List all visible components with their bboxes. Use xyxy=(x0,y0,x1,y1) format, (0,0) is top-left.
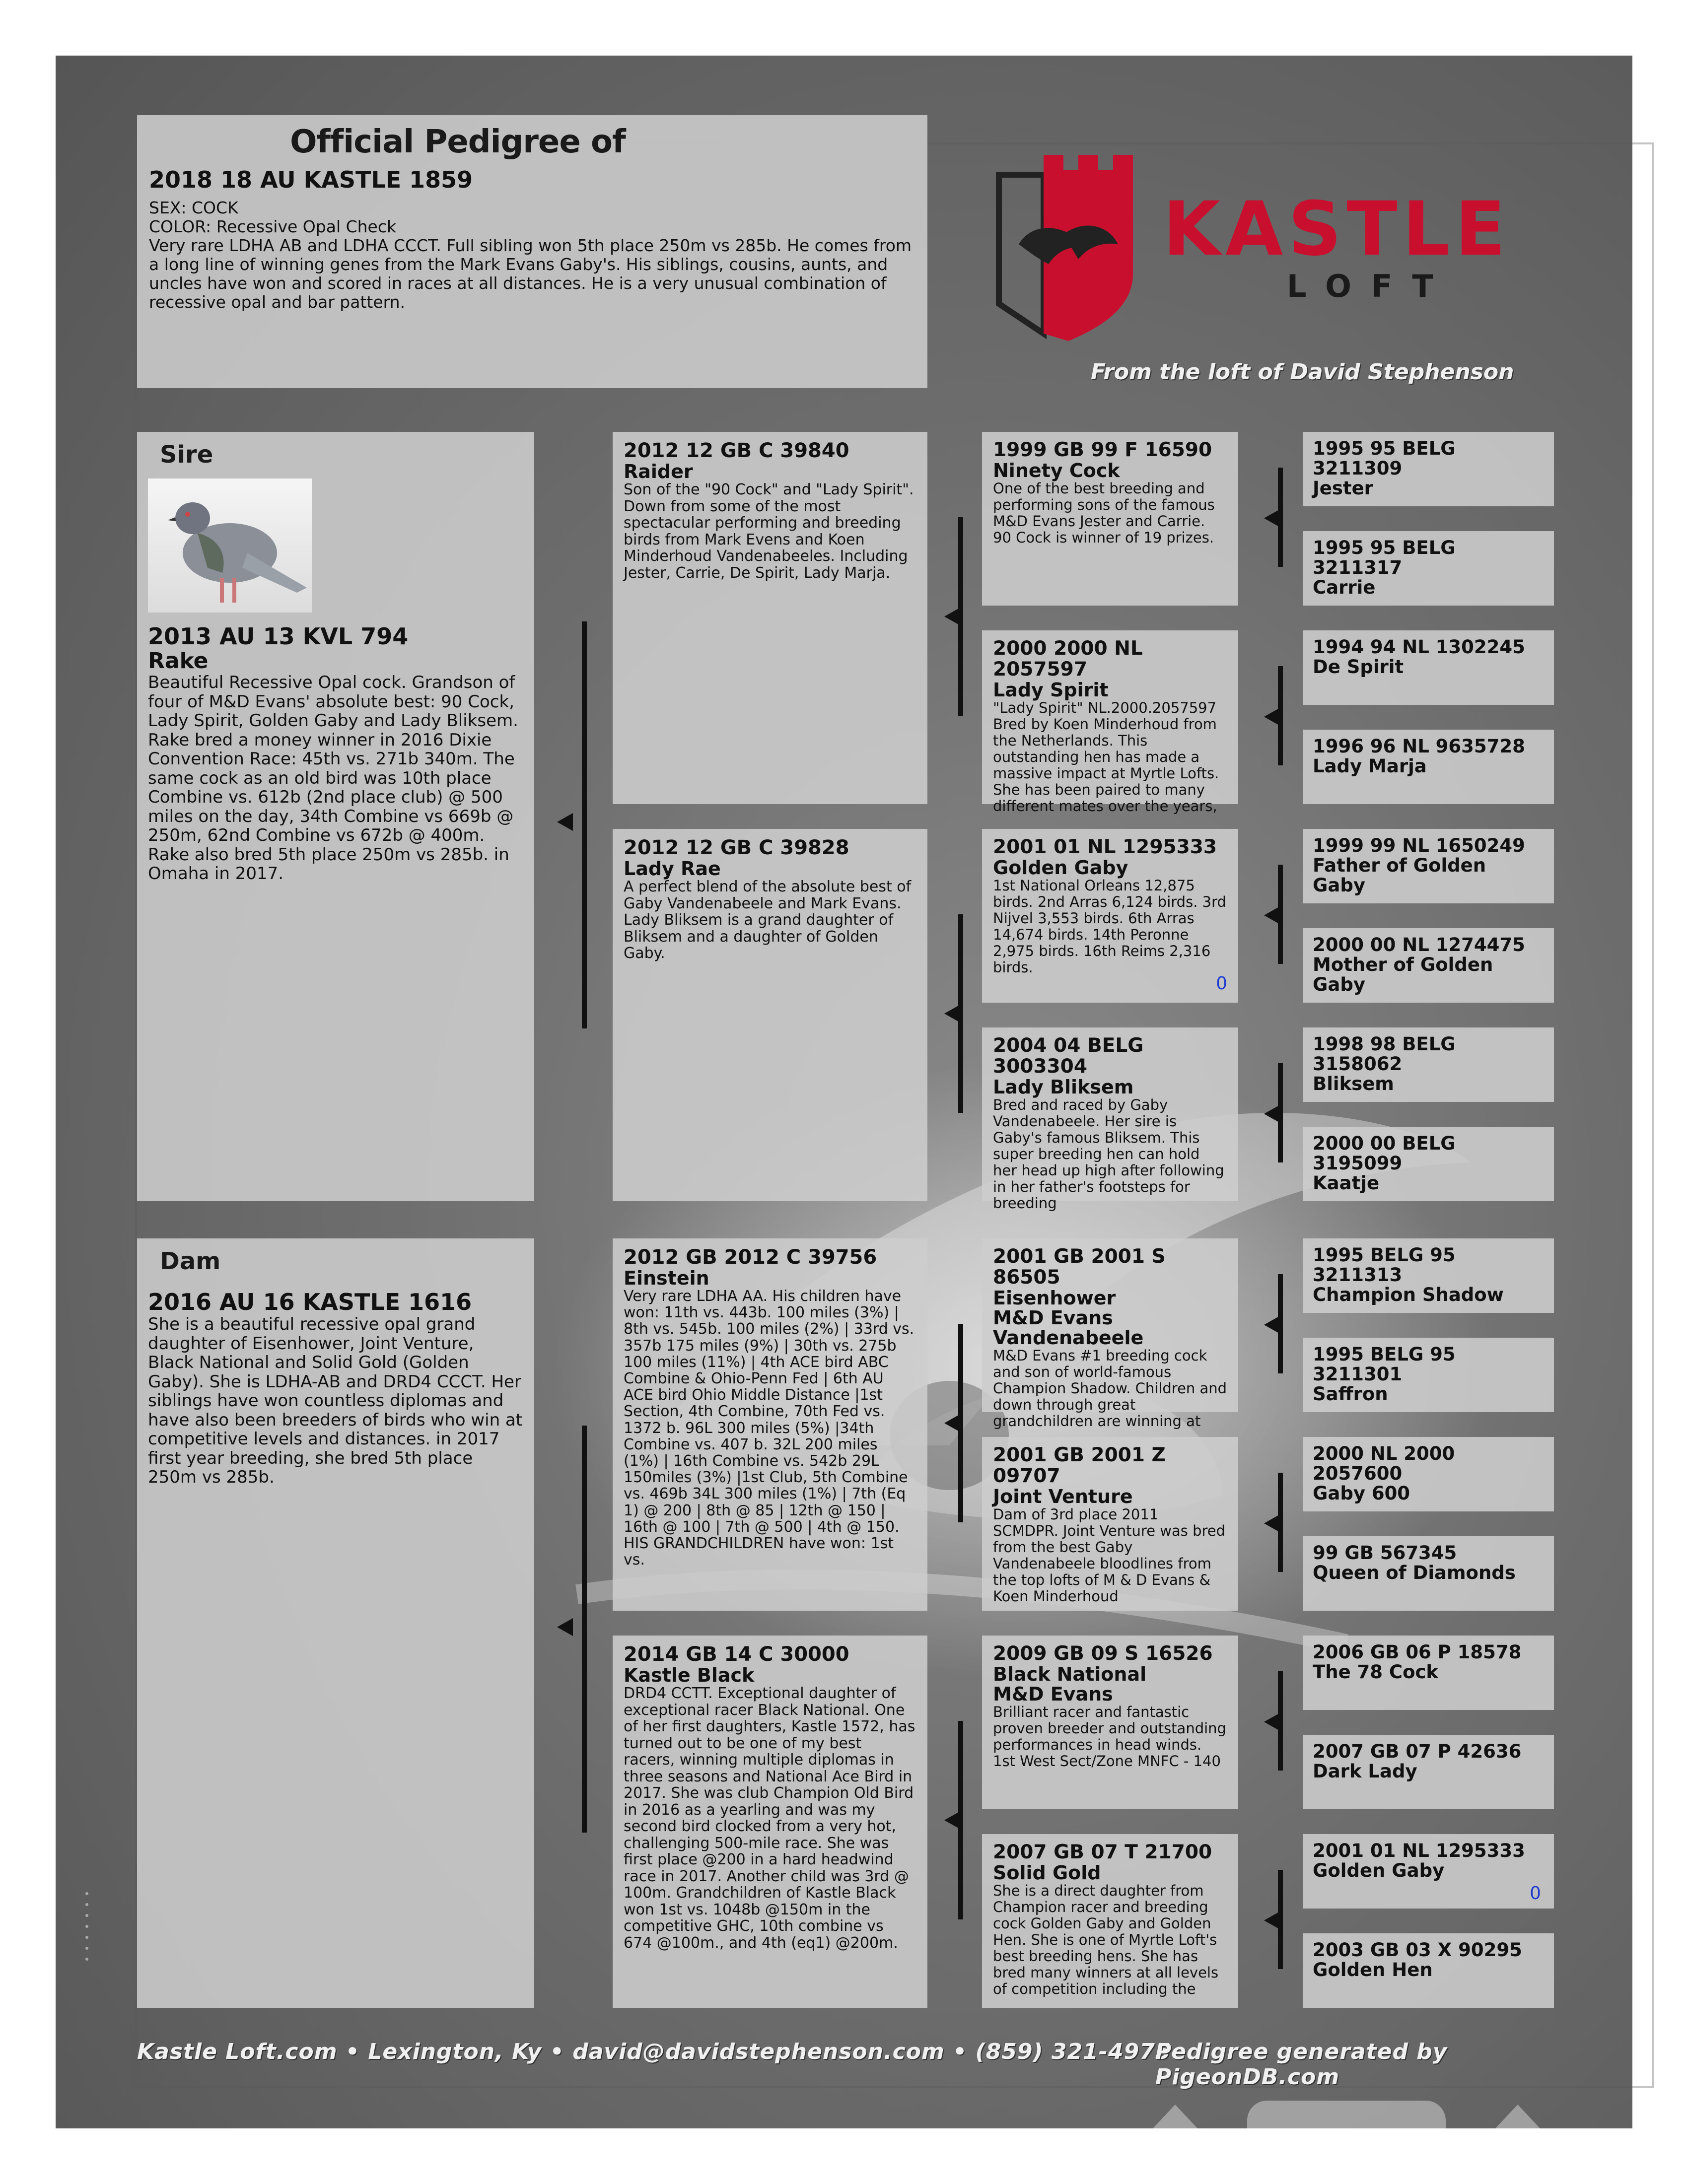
great-grandparent-name: Joint Venture xyxy=(993,1486,1133,1507)
pigeon-photo-icon xyxy=(148,478,312,613)
ancestor-band: 1999 99 NL 1650249 xyxy=(1313,835,1525,856)
subject-sex: SEX: COCK xyxy=(149,198,238,217)
sire-name: Rake xyxy=(148,648,209,674)
connector-arrow-icon xyxy=(1264,509,1280,527)
ancestor-name: Dark Lady xyxy=(1313,1761,1417,1782)
ancestor-band: 1994 94 NL 1302245 xyxy=(1313,636,1525,658)
great-grandparent-name: Lady Bliksem xyxy=(993,1076,1134,1098)
bottom-tab-decoration xyxy=(1153,2105,1197,2128)
great-grandparent-joint-venture xyxy=(982,1437,1238,1611)
great-grandparent-name: Solid Gold xyxy=(993,1862,1101,1884)
grandparent-description: Son of the "90 Cock" and "Lady Spirit". Down from some of the most spectacular performing and breeding birds from Mark Evens and Koen Minderhoud Vandenabeeles. Including Jester, Carrie, De Spirit, Lady Marja. xyxy=(624,481,914,582)
dam-box xyxy=(137,1238,534,2008)
grandparent-band: 2014 GB 14 C 30000 xyxy=(624,1643,849,1666)
connector-arrow-icon xyxy=(1264,1514,1280,1532)
grandparent-band: 2012 12 GB C 39828 xyxy=(624,836,849,859)
ancestor-name: Father of Golden Gaby xyxy=(1313,855,1486,896)
great-grandparent-breeder: M&D Evans Vandenabeele xyxy=(993,1307,1144,1349)
ancestor-name: Lady Marja xyxy=(1313,755,1427,777)
ggg-jester xyxy=(1303,432,1554,506)
grandparent-name: Lady Rae xyxy=(624,858,721,880)
great-grandparent-band: 2009 GB 09 S 16526 xyxy=(993,1642,1213,1665)
great-grandparent-description: Bred and raced by Gaby Vandenabeele. Her sire is Gaby's famous Bliksem. This super breeding hen can hold her head up high after following in her father's footsteps for breeding xyxy=(993,1096,1224,1212)
ancestor-band: 1995 BELG 95 3211313 xyxy=(1313,1244,1456,1286)
ancestor-name: Carrie xyxy=(1313,577,1376,598)
connector-arrow-icon xyxy=(944,608,960,625)
sire-photo xyxy=(148,478,312,613)
connector-bar xyxy=(582,1426,587,1833)
great-grandparent-band: 2007 GB 07 T 21700 xyxy=(993,1841,1212,1863)
ancestor-name: Bliksem xyxy=(1313,1073,1394,1094)
header-box xyxy=(137,115,927,388)
marker-zero: 0 xyxy=(1530,1883,1541,1904)
great-grandparent-black-national xyxy=(982,1636,1238,1809)
logo-word-loft: LOFT xyxy=(1287,268,1453,304)
grandparent-band: 2012 GB 2012 C 39756 xyxy=(624,1246,877,1269)
ancestor-name: Gaby 600 xyxy=(1313,1483,1410,1504)
great-grandparent-band: 2001 01 NL 1295333 xyxy=(993,836,1217,858)
grandparent-name: Einstein xyxy=(624,1267,709,1289)
ggg-bliksem xyxy=(1303,1027,1554,1102)
bottom-tab-decoration xyxy=(1495,2105,1540,2128)
ancestor-name: Saffron xyxy=(1313,1383,1388,1405)
ggg-dark-lady xyxy=(1303,1735,1554,1809)
sire-description: Beautiful Recessive Opal cock. Grandson of four of M&D Evans' absolute best: 90 Cock, Lady Spirit, Golden Gaby and Lady Bliksem. Rake bred a money winner in 2016 Dixie Convention Race: 45th vs. 271b 340m. The same cock as an old bird was 10th place Combine vs. 612b (2nd place club) @ 500 miles on the day, 34th Combine vs 669b @ 250m, 62nd Combine vs 672b @ 400m. Rake also bred 5th place 250m vs 285b. in Omaha in 2017. xyxy=(148,673,518,884)
great-grandparent-description: 1st National Orleans 12,875 birds. 2nd Arras 6,124 birds. 3rd Nijvel 3,553 birds. 6th Arras 14,674 birds. 14th Peronne 2,975 birds. 16th Reims 2,316 birds. xyxy=(993,877,1226,976)
great-grandparent-name: Black National xyxy=(993,1663,1147,1685)
ancestor-band: 2000 00 NL 1274475 xyxy=(1313,934,1525,956)
bottom-tab-decoration xyxy=(1247,2101,1446,2128)
connector-arrow-icon xyxy=(944,1414,960,1432)
great-grandparent-description: M&D Evans #1 breeding cock and son of world-famous Champion Shadow. Children and down through great grandchildren are winning at xyxy=(993,1347,1227,1430)
grandparent-description: Very rare LDHA AA. His children have won: 11th vs. 443b. 100 miles (3%) | 8th vs. 545b. 100 miles (2%) | 33rd vs. 357b 175 miles (9%) | 30th vs. 275b 100 miles (11%) | 4th ACE bird ABC Combine & Ohio-Penn Fed | 6th AU ACE bird Ohio Middle Distance |1st Section, 4th Combine, 70th Fed vs. 1372 b. 96L 300 miles (5%) |34th Combine vs. 407 b. 32L 200 miles (1%) | 16th Combine vs. 542b 29L 150miles (3%) |1st Club, 5th Combine vs. 469b 34L 300 miles (1%) | 7th (Eq 1) @ 200 | 8th @ 85 | 12th @ 150 | 16th @ 100 | 7th @ 500 | 4th @ 150. HIS GRANDCHILDREN have won: 1st vs. xyxy=(624,1288,914,1569)
great-grandparent-lady-spirit xyxy=(982,630,1238,815)
ancestor-name: Champion Shadow xyxy=(1313,1284,1504,1305)
connector-arrow-icon xyxy=(557,813,573,831)
great-grandparent-name: Eisenhower xyxy=(993,1287,1116,1309)
page-background xyxy=(56,56,1632,2128)
grandparent-name: Raider xyxy=(624,461,693,482)
great-grandparent-name: Lady Spirit xyxy=(993,679,1109,701)
connector-arrow-icon xyxy=(1264,1316,1280,1334)
subject-band: 2018 18 AU KASTLE 1859 xyxy=(149,166,473,193)
ggg-golden-gaby xyxy=(1303,1834,1554,1909)
ggg-lady-marja xyxy=(1303,730,1554,804)
ancestor-name: Golden Gaby xyxy=(1313,1860,1445,1881)
ancestor-band: 2000 00 BELG 3195099 xyxy=(1313,1133,1456,1174)
connector-arrow-icon xyxy=(1264,1105,1280,1123)
grandparent-einstein xyxy=(613,1238,927,1611)
great-grandparent-solid-gold xyxy=(982,1834,1238,2008)
subject-description: Very rare LDHA AB and LDHA CCCT. Full sibling won 5th place 250m vs 285b. He comes from a long line of winning genes from the Mark Evans Gaby's. His siblings, cousins, aunts, and uncles have won and scored in races at all distances. He is a very unusual combination of recessive opal and bar pattern. xyxy=(149,236,912,312)
great-grandparent-band: 1999 GB 99 F 16590 xyxy=(993,439,1212,461)
ggg-father-of-golden-gaby xyxy=(1303,829,1554,903)
ancestor-band: 2003 GB 03 X 90295 xyxy=(1313,1939,1522,1961)
kastle-loft-logo xyxy=(989,145,1605,368)
sire-label: Sire xyxy=(160,441,213,469)
ancestor-band: 1995 BELG 95 3211301 xyxy=(1313,1344,1456,1385)
great-grandparent-name: Ninety Cock xyxy=(993,460,1120,481)
great-grandparent-ninety-cock xyxy=(982,432,1238,606)
dam-description: She is a beautiful recessive opal grand daughter of Eisenhower, Joint Venture, Black National and Solid Gold (Golden Gaby). She is LDHA-AB and DRD4 CCCT. Her siblings have won countless diplomas and have also been breeders of birds who win at competitive levels and distances. in 2017 first year breeding, she bred 5th place 250m vs 285b. xyxy=(148,1314,523,1487)
connector-arrow-icon xyxy=(944,1005,960,1023)
castle-tower-icon xyxy=(989,145,1138,343)
ancestor-band: 2007 GB 07 P 42636 xyxy=(1313,1741,1522,1762)
great-grandparent-description: Dam of 3rd place 2011 SCMDPR. Joint Venture was bred from the best Gaby Vandenabeele bloodlines from the top lofts of M & D Evans & Koen Minderhoud xyxy=(993,1506,1226,1605)
great-grandparent-description: Brilliant racer and fantastic proven breeder and outstanding performances in head winds. 1st West Sect/Zone MNFC - 140 xyxy=(993,1704,1226,1770)
connector-arrow-icon xyxy=(1264,708,1280,726)
edge-dots xyxy=(85,1892,88,1969)
great-grandparent-band: 2004 04 BELG 3003304 xyxy=(993,1034,1144,1078)
great-grandparent-description: She is a direct daughter from Champion racer and breeding cock Golden Gaby and Golden Hen. She is one of Myrtle Loft's best breeding hens. She has bred many winners at all levels of competition including the xyxy=(993,1882,1219,1997)
grandparent-kastle-black xyxy=(613,1636,927,2008)
grandparent-lady-rae xyxy=(613,829,927,1201)
great-grandparent-name: Golden Gaby xyxy=(993,857,1128,879)
great-grandparent-band: 2000 2000 NL 2057597 xyxy=(993,637,1143,681)
ggg-carrie xyxy=(1303,531,1554,606)
ggg-the-78-cock xyxy=(1303,1636,1554,1710)
great-grandparent-breeder: M&D Evans xyxy=(993,1683,1113,1705)
ggg-golden-hen xyxy=(1303,1933,1554,2008)
ggg-gaby-600 xyxy=(1303,1437,1554,1511)
logo-word-kastle: KASTLE xyxy=(1163,186,1511,273)
ancestor-name: De Spirit xyxy=(1313,656,1404,678)
sire-band: 2013 AU 13 KVL 794 xyxy=(148,623,409,650)
ancestor-band: 2000 NL 2000 2057600 xyxy=(1313,1443,1455,1484)
ggg-champion-shadow xyxy=(1303,1238,1554,1313)
subject-color: COLOR: Recessive Opal Check xyxy=(149,217,397,236)
ancestor-band: 1996 96 NL 9635728 xyxy=(1313,736,1525,757)
ancestor-name: Jester xyxy=(1313,478,1373,499)
ancestor-name: Kaatje xyxy=(1313,1172,1380,1194)
ggg-de-spirit xyxy=(1303,630,1554,705)
dam-band: 2016 AU 16 KASTLE 1616 xyxy=(148,1289,472,1315)
sire-box xyxy=(137,432,534,1201)
great-grandparent-band: 2001 GB 2001 S 86505 xyxy=(993,1245,1166,1289)
page-title: Official Pedigree of xyxy=(290,124,626,160)
connector-arrow-icon xyxy=(1264,1911,1280,1929)
connector-bar xyxy=(582,621,587,1028)
ggg-saffron xyxy=(1303,1338,1554,1412)
great-grandparent-band: 2001 GB 2001 Z 09707 xyxy=(993,1444,1166,1487)
footer-generated: Pedigree generated by PigeonDB.com xyxy=(1155,2039,1448,2090)
grandparent-raider xyxy=(613,432,927,804)
ancestor-band: 2006 GB 06 P 18578 xyxy=(1313,1641,1522,1663)
ancestor-band: 99 GB 567345 xyxy=(1313,1542,1457,1564)
connector-arrow-icon xyxy=(1264,906,1280,924)
ancestor-name: Queen of Diamonds xyxy=(1313,1562,1516,1583)
footer-contact: Kastle Loft.com • Lexington, Ky • david@davidstephenson.com • (859) 321-4975 xyxy=(137,2039,1171,2064)
great-grandparent-eisenhower xyxy=(982,1238,1238,1430)
ancestor-name: Mother of Golden Gaby xyxy=(1313,954,1493,995)
connector-arrow-icon xyxy=(1264,1713,1280,1731)
ancestor-band: 1995 95 BELG 3211309 xyxy=(1313,438,1456,479)
grandparent-description: A perfect blend of the absolute best of Gaby Vandenabeele and Mark Evans. Lady Bliksem is a grand daughter of Bliksem and a daughter of Golden Gaby. xyxy=(624,878,912,962)
logo-tagline: From the loft of David Stephenson xyxy=(1091,359,1514,385)
ancestor-name: The 78 Cock xyxy=(1313,1661,1439,1683)
grandparent-band: 2012 12 GB C 39840 xyxy=(624,439,849,462)
ancestor-name: Golden Hen xyxy=(1313,1959,1433,1980)
dam-label: Dam xyxy=(160,1247,221,1275)
ggg-mother-of-golden-gaby xyxy=(1303,928,1554,1003)
great-grandparent-lady-bliksem xyxy=(982,1027,1238,1212)
connector-arrow-icon xyxy=(557,1618,573,1636)
grandparent-name: Kastle Black xyxy=(624,1664,755,1686)
grandparent-description: DRD4 CCTT. Exceptional daughter of exceptional racer Black National. One of her first daughters, Kastle 1572, has turned out to be one of my best racers, winning multiple diplomas in three seasons and National Ace Bird in 2017. She was club Champion Old Bird in 2016 as a yearling and was my second bird clocked from a very hot, challenging 500-mile race. She was first place @200 in a hard headwind race in 2017. Another child was 3rd @ 100m. Grandchildren of Kastle Black won 1st vs. 1048b @150m in the competitive GHC, 10th combine vs 674 @100m., and 4th (eq1) @200m. xyxy=(624,1685,915,1952)
great-grandparent-description: "Lady Spirit" NL.2000.2057597 Bred by Koen Minderhoud from the Netherlands. This outstanding hen has made a massive impact at Myrtle Lofts. She has been paired to many different mates over the years, xyxy=(993,699,1219,815)
great-grandparent-golden-gaby xyxy=(982,829,1238,1003)
ggg-queen-of-diamonds xyxy=(1303,1536,1554,1611)
ancestor-band: 1998 98 BELG 3158062 xyxy=(1313,1033,1456,1075)
great-grandparent-description: One of the best breeding and performing sons of the famous M&D Evans Jester and Carrie. 90 Cock is winner of 19 prizes. xyxy=(993,480,1215,546)
ggg-kaatje xyxy=(1303,1127,1554,1201)
connector-arrow-icon xyxy=(944,1811,960,1829)
ancestor-band: 2001 01 NL 1295333 xyxy=(1313,1840,1525,1861)
marker-zero: 0 xyxy=(1216,973,1227,994)
ancestor-band: 1995 95 BELG 3211317 xyxy=(1313,537,1456,578)
